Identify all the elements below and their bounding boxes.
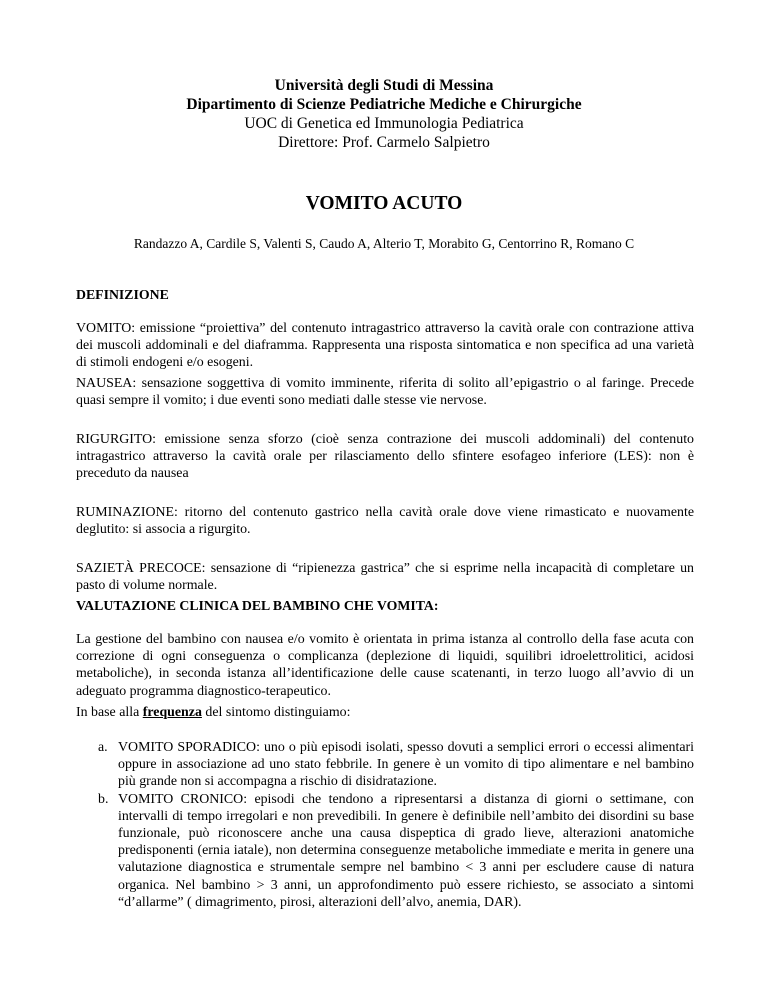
definition-ruminazione: RUMINAZIONE: ritorno del contenuto gastrico nella cavità orale dove viene rimasticato e nuovamente deglutito: si associa a rigurgito. [76,505,694,538]
list-item-text: VOMITO SPORADICO: uno o più episodi isolati, spesso dovuti a semplici errori o eccessi alimentari oppure in associazione ad uno stato febbrile. In genere è un vomito di tipo alimentare e nel bambino più grande non si accompagna a rischio di disidratazione. [118,740,694,790]
document-title: VOMITO ACUTO [305,193,463,214]
list-marker: b. [98,791,109,807]
list-item [76,791,694,911]
definition-vomito: VOMITO: emissione “proiettiva” del contenuto intragastrico attraverso la cavità orale con contrazione attiva dei muscoli addominali e del diaframma. Rappresenta una risposta sintomatica e non specifica ad una varietà di stimoli endogeni e/o esogeni. [76,321,694,371]
unit-name: UOC di Genetica ed Immunologia Pediatrica [244,115,524,132]
definition-nausea: NAUSEA: sensazione soggettiva di vomito imminente, riferita di solito all’epigastrio o al faringe. Precede quasi sempre il vomito; i due eventi sono mediati dalle stesse vie nervose. [76,376,694,409]
frequency-text-before: In base alla [76,705,143,720]
director-line: Direttore: Prof. Carmelo Salpietro [278,134,490,151]
definitions-heading: DEFINIZIONE [76,287,169,302]
university-name: Università degli Studi di Messina [274,77,494,94]
definition-rigurgito: RIGURGITO: emissione senza sforzo (cioè senza contrazione dei muscoli addominali) del contenuto intragastrico attraverso la cavità orale per rilasciamento dello sfintere esofageo inferiore (LES): non è preceduto da nausea [76,432,694,482]
evaluation-intro: La gestione del bambino con nausea e/o vomito è orientata in prima istanza al controllo della fase acuta con correzione di ogni conseguenza o complicanza (deplezione di liquidi, squilibri idroelettrolitici, acidosi metaboliche), in seconda istanza all’identificazione delle cause scatenanti, in terzo luogo all’avvio di un adeguato programma diagnostico-terapeutico. [76,632,694,699]
vomit-types-list [76,739,694,911]
frequency-keyword: frequenza [142,705,202,720]
definition-sazieta: SAZIETÀ PRECOCE: sensazione di “ripienezza gastrica” che si esprime nella incapacità di completare un pasto di volume normale. [76,561,694,594]
frequency-line [76,704,694,721]
list-item-text: VOMITO CRONICO: episodi che tendono a ripresentarsi a distanza di giorni o settimane, con intervalli di tempo irregolari e non prevedibili. In genere è definibile nell’ambito dei disordini su base funzionale, può riconoscere anche una causa dispeptica di grado lieve, alterazioni anatomiche predisponenti (ernia iatale), non determina conseguenze metaboliche immediate e merita in genere una valutazione diagnostica e strumentale sempre nel bambino < 3 anni per escludere cause di natura organica. Nel bambino > 3 anni, un approfondimento può essere richiesto, se associato a sintomi “d’allarme” ( dimagrimento, pirosi, alterazioni dell’alvo, anemia, DAR). [118,791,694,910]
frequency-text-after: del sintomo distinguiamo: [201,705,351,720]
authors-line: Randazzo A, Cardile S, Valenti S, Caudo A, Alterio T, Morabito G, Centorrino R, Romano C [133,236,635,251]
list-marker: a. [98,740,108,755]
list-item [76,739,694,791]
department-name: Dipartimento di Scienze Pediatriche Mediche e Chirurgiche [186,96,582,113]
evaluation-heading: VALUTAZIONE CLINICA DEL BAMBINO CHE VOMITA: [76,598,439,613]
